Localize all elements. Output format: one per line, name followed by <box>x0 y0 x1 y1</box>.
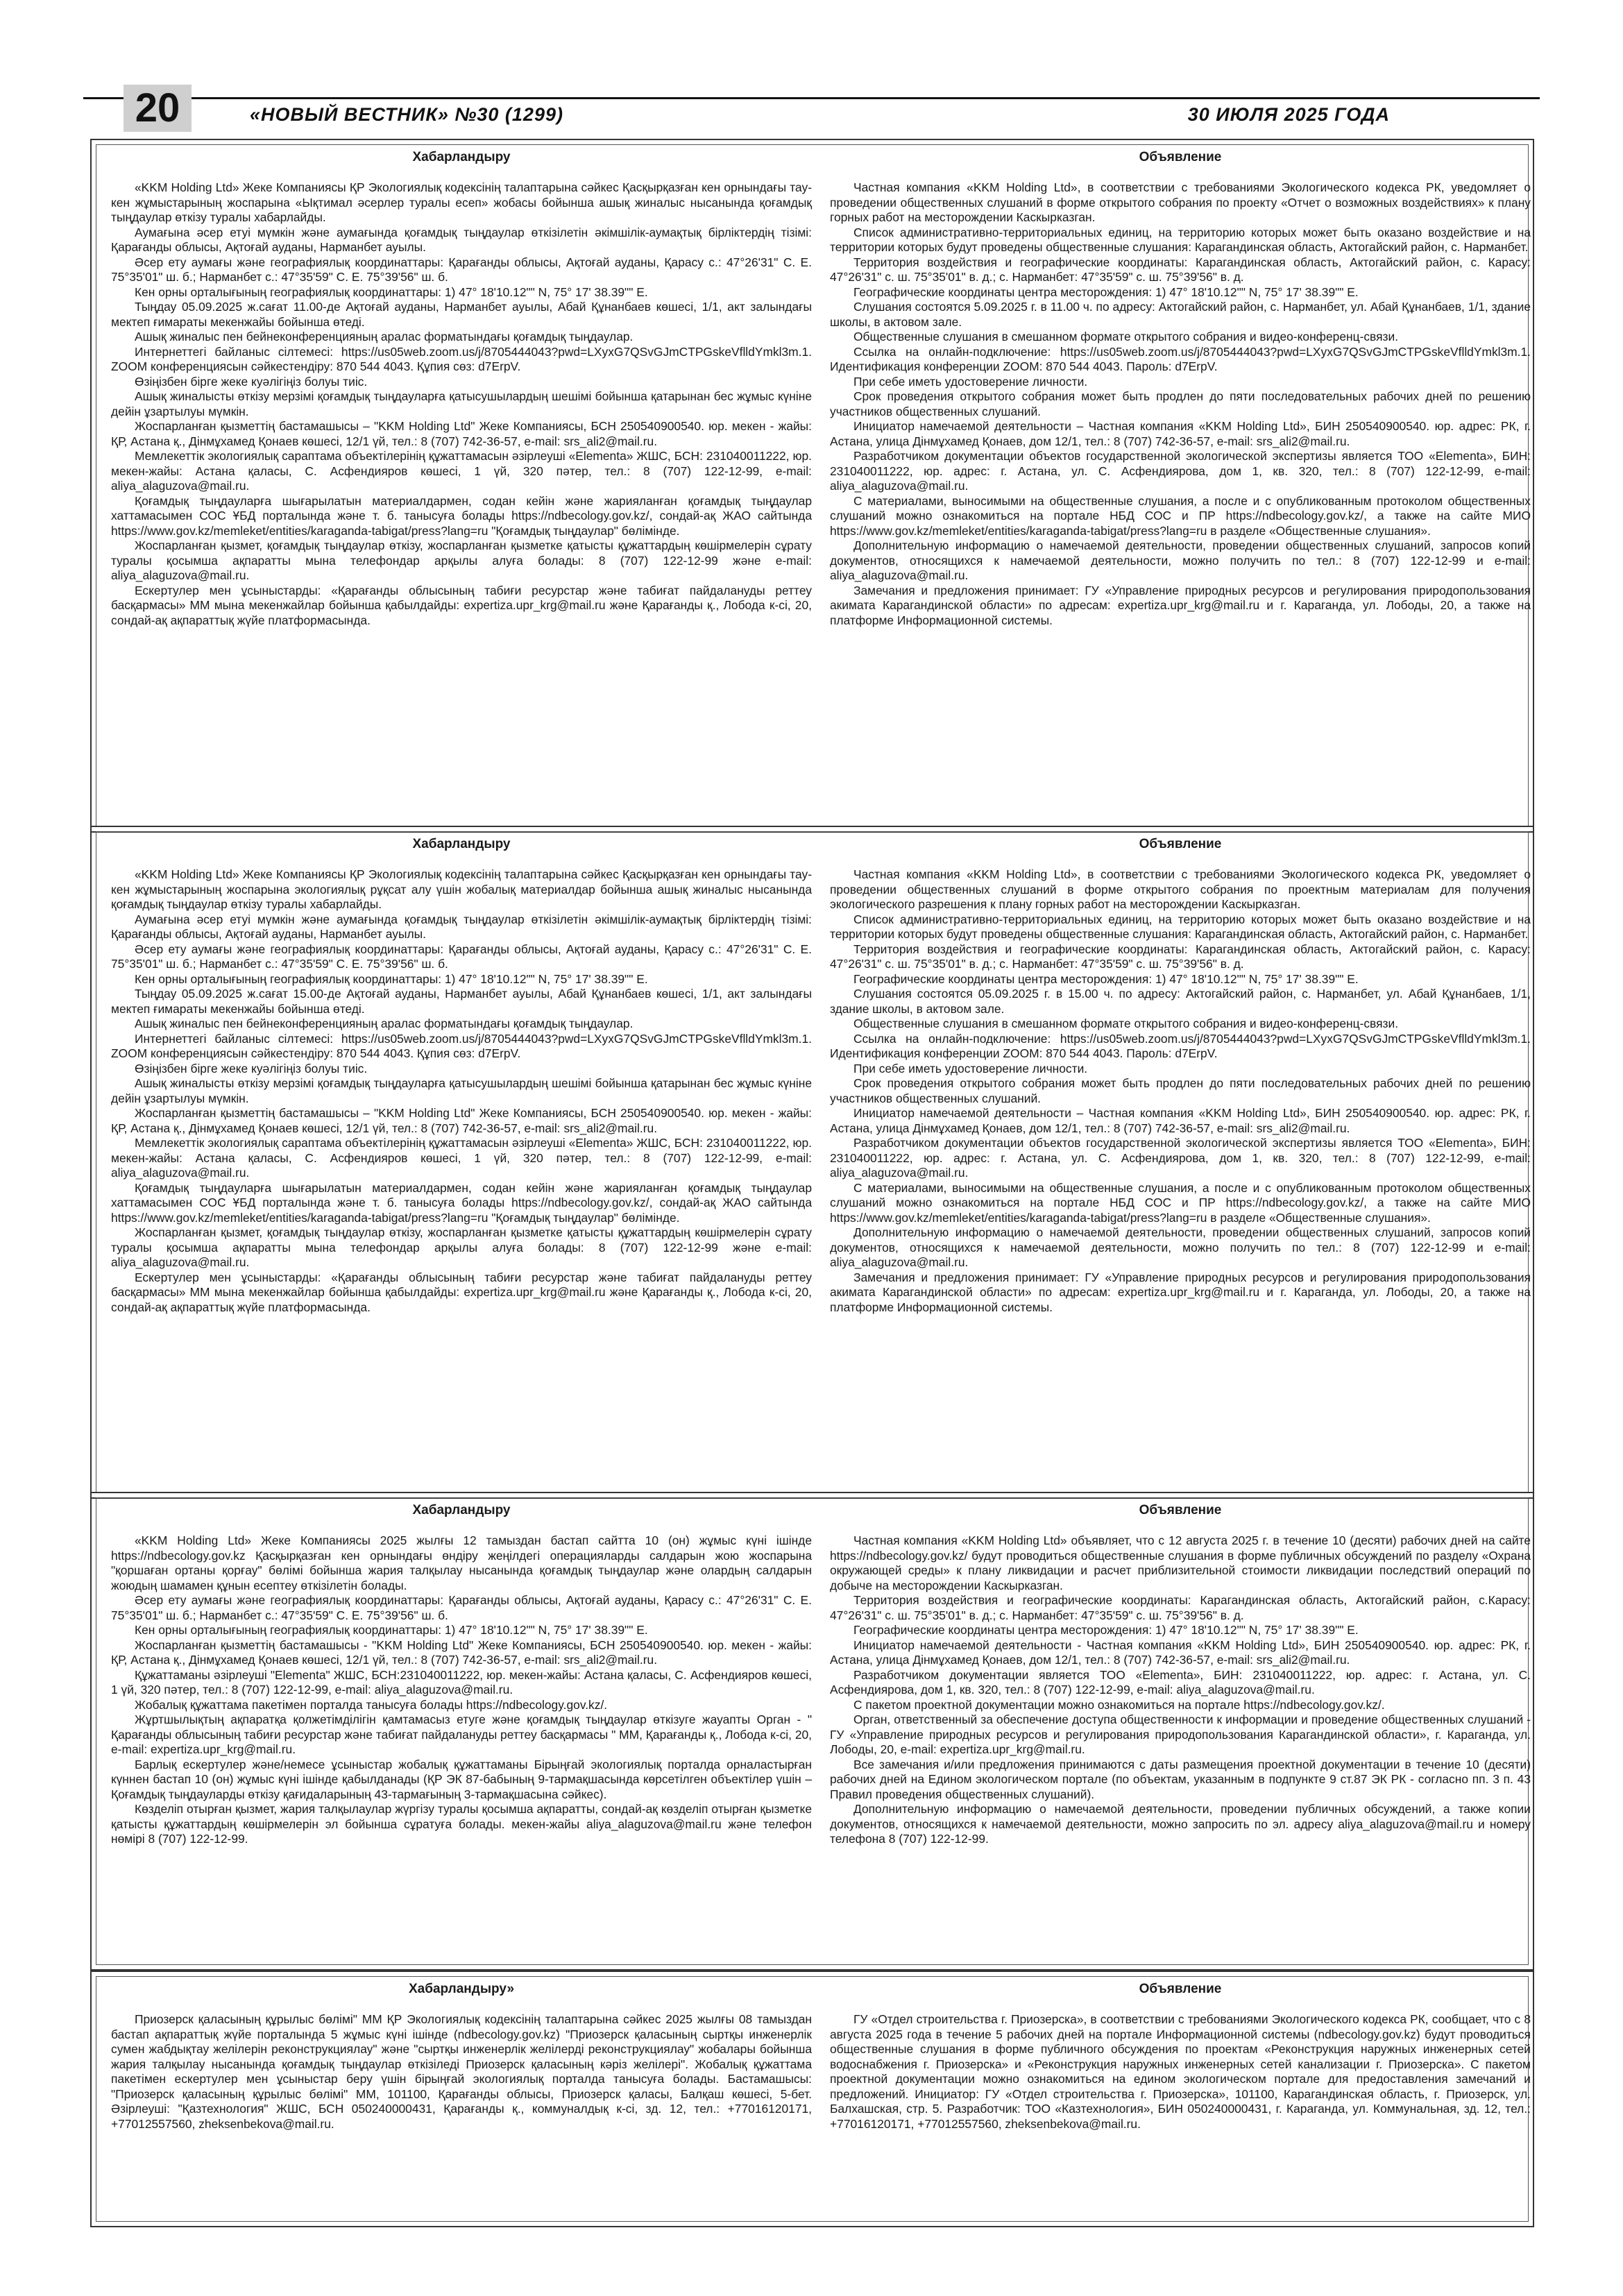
notice-paragraph: Географические координаты центра месторождения: 1) 47° 18'10.12"" N, 75° 17' 38.39"" E. <box>853 971 1359 986</box>
page-number: 20 <box>124 85 192 132</box>
notice-paragraph: Кен орны орталығының географиялық координаттары: 1) 47° 18'10.12"" N, 75° 17' 38.39"" E. <box>135 1623 648 1637</box>
notice-body <box>830 2012 1531 2132</box>
notice-paragraph: «KKM Holding Ltd» Жеке Компаниясы ҚР Экологиялық кодексінің талаптарына сәйкес Қасқырқазған кен орнындағы тау-кен жұмыстарының жоспарына экологиялық рұқсат алу үшін жобалық материалдар бойынша ашық жиналыс нысанында қоғамдық тыңдаулар өткізу туралы хабарлайды. <box>111 867 812 911</box>
notice-paragraph: Территория воздействия и географические координаты: Карагандинская область, Актогайский район, с.Карасу: 47°26'31" с. ш. 75°35'01" в. д.; с. Нарманбет: 47°35'59" с. ш. 75°39'56" в. д. <box>830 1593 1531 1622</box>
notice-body <box>111 180 812 628</box>
notice-body <box>111 2012 812 2132</box>
notice-paragraph: Ссылка на онлайн-подключение: https://us05web.zoom.us/j/8705444043?pwd=LXyxG7QSvGJmCTPGskeVflldYmkl3m.1. Идентификация конференции ZOOM: 870 544 4043. Пароль: d7ErpV. <box>830 1031 1531 1060</box>
notice-paragraph: Жоспарланған қызметтің бастамашысы – "KKM Holding Ltd" Жеке Компаниясы, БСН 250540900540. юр. мекен - жайы: ҚР, Астана қ., Дінмұхамед Қонаев көшесі, 12/1 үй, тел.: 8 (707) 742-36-57, e-mail: srs_ali2@mail.ru. <box>111 419 812 448</box>
notice-paragraph: Все замечания и/или предложения принимаются с даты размещения проектной документации в течение 10 (десяти) рабочих дней на Едином экологическом портале (по объектам, указанным в подпункте 9 ст.87 ЭК РК - согласно пп. 3 п. 43 Правил проведения общественных слушаний). <box>830 1757 1531 1801</box>
russian-column <box>830 150 1531 628</box>
notice-paragraph: Территория воздействия и географические координаты: Карагандинская область, Актогайский район, с. Карасу: 47°26'31" с. ш. 75°35'01" в. д.; с. Нарманбет: 47°35'59" с. ш. 75°39'56" в. д. <box>830 942 1531 971</box>
notice-paragraph: Замечания и предложения принимает: ГУ «Управление природных ресурсов и регулирования природопользования акимата Карагандинской области» по адресам: expertiza.upr_krg@mail.ru и г. Караганда, ул. Лободы, 20, а также на платформе Информационной системы. <box>830 1270 1531 1314</box>
notice-paragraph: Барлық ескертулер және/немесе ұсыныстар жобалық құжаттаманы Бірыңғай экологиялық порталда орналастырған күннен бастап 10 (он) жұмыс күні ішінде қабылданады (ҚР ЭК 87-бабының 9-тармақшасында көрсетілген объектілер үшін – Қоғамдық тыңдауларды өткізу қағидаларының 43-тармағының 3-тармақшасына сәйкес). <box>111 1757 812 1801</box>
notice-paragraph: Приозерск қаласының құрылыс бөлімі" ММ ҚР Экологиялық кодексінің талаптарына сәйкес 2025 жылғы 08 тамыздан бастап ақпараттық жүйе порталында 5 жұмыс күні ішінде (ndbecology.gov.kz) "Приозерск қаласының сыртқы инженерлік сумен жабдықтау желілерін реконструкциялау" және "сыртқы инженерлік желілерді реконструкциялау" жобалары бойынша жария талқылау нысанында қоғамдық тыңдаулар өткізіледі Приозерск қаласының кәріз желілері". Жобалық құжаттама пакетімен ескертулер мен ұсыныстар беру үшін бірыңғай экологиялық порталда танысуға болады. Бастамашысы: "Приозерск қаласының құрылыс бөлімі" ММ, 101100, Қарағанды облысы, Приозерск қаласы, Балқаш көшесі, 5-бет. Әзірлеуші: "Қазтехнология" ЖШС, БСН 050240000431, Қарағанды қ., коммуналдық к-сі, зд. 12, тел.: +77016120171, +77012557560, zheksenbekova@mail.ru. <box>111 2012 812 2131</box>
russian-column <box>830 1982 1531 2132</box>
notice-paragraph: Общественные слушания в смешанном формате открытого собрания и видео-конференц-связи. <box>853 330 1399 343</box>
issue-date: 30 ИЮЛЯ 2025 ГОДА <box>1187 104 1390 125</box>
notice-paragraph: Жоспарланған қызмет, қоғамдық тыңдаулар өткізу, жоспарланған қызметке қатысты құжаттардың көшірмелерін сұрату туралы қосымша ақпаратты мына телефондар арқылы алуға болады: 8 (707) 122-12-99 және e-mail: aliya_alaguzova@mail.ru. <box>111 538 812 582</box>
notice-block-2 <box>90 826 1534 1499</box>
notice-paragraph: Тыңдау 05.09.2025 ж.сағат 11.00-де Ақтоғай ауданы, Нарманбет ауылы, Абай Құнанбаев көшесі, 1/1, акт залындағы мектеп ғимараты мекенжайы бойынша өтеді. <box>111 300 812 329</box>
notice-paragraph: С материалами, выносимыми на общественные слушания, а после и с опубликованным протоколом общественных слушаний можно ознакомиться на портале НБД СОС и ПР https://ndbecology.gov.kz/, а также на сайте МИО https://www.gov.kz/memleket/entities/karaganda-tabigat/press?lang=ru в разделе «Общественные слушания». <box>830 1180 1531 1225</box>
notice-block-4 <box>90 1971 1534 2227</box>
notice-paragraph: Срок проведения открытого собрания может быть продлен до пяти последовательных рабочих дней по решению участников общественных слушаний. <box>830 389 1531 418</box>
kazakh-column <box>111 150 812 628</box>
notice-paragraph: Интернеттегі байланыс сілтемесі: https://us05web.zoom.us/j/8705444043?pwd=LXyxG7QSvGJmCTPGskeVflldYmkl3m.1. ZOOM конференциясын сәйкестендіру: 870 544 4043. Құпия сөз: d7ErpV. <box>111 1031 812 1060</box>
notice-body <box>111 1533 812 1847</box>
notice-block-3 <box>90 1492 1534 1971</box>
notice-paragraph: При себе иметь удостоверение личности. <box>853 1061 1088 1075</box>
kazakh-column <box>111 1503 812 1847</box>
notice-paragraph: Өзіңізбен бірге жеке куәлігіңіз болуы тиіс. <box>135 374 368 389</box>
notice-paragraph: Аумағына әсер етуі мүмкін және аумағында қоғамдық тыңдаулар өткізілетін әкімшілік-аумақтық бірліктердің тізімі: Қарағанды облысы, Ақтоғай ауданы, Нарманбет ауылы. <box>111 225 812 254</box>
notice-paragraph: Жоспарланған қызметтің бастамашысы - "KKM Holding Ltd" Жеке Компаниясы, БСН 250540900540. юр. мекен - жайы: ҚР, Астана қ., Дінмұхамед Қонаев көшесі, 12/1 үй, тел.: 8 (707) 742-36-57, e-mail: srs_ali2@mail.ru. <box>111 1638 812 1667</box>
notice-paragraph: Өзіңізбен бірге жеке куәлігіңіз болуы тиіс. <box>135 1061 368 1075</box>
notice-body <box>830 867 1531 1315</box>
kazakh-column <box>111 1982 812 2132</box>
russian-column <box>830 1503 1531 1847</box>
kazakh-column <box>111 837 812 1315</box>
notice-paragraph: Әсер ету аумағы және географиялық координаттары: Қарағанды облысы, Ақтоғай ауданы, Қарасу с.: 47°26'31" С. Е. 75°35'01" ш. б.; Нарманбет с.: 47°35'59" С. Е. 75°39'56" ш. б. <box>111 1593 812 1622</box>
notice-heading: Хабарландыру <box>412 150 511 164</box>
notice-paragraph: Қоғамдық тыңдауларға шығарылатын материалдармен, содан кейін және жарияланған қоғамдық тыңдаулар хаттамасымен СОС ҰБД порталында және т. б. танысуға болады https://ndbecology.gov.kz/, сондай-ақ ЖАО сайтында https://www.gov.kz/memleket/entities/karaganda-tabigat/press?lang=ru "Қоғамдық тыңдаулар" бөлімінде. <box>111 493 812 538</box>
notice-heading: Объявление <box>1139 837 1222 851</box>
notice-paragraph: Әсер ету аумағы және географиялық координаттары: Қарағанды облысы, Ақтоғай ауданы, Қарасу с.: 47°26'31" С. Е. 75°35'01" ш. б.; Нарманбет с.: 47°35'59" С. Е. 75°39'56" ш. б. <box>111 942 812 971</box>
notice-paragraph: Интернеттегі байланыс сілтемесі: https://us05web.zoom.us/j/8705444043?pwd=LXyxG7QSvGJmCTPGskeVflldYmkl3m.1. ZOOM конференциясын сәйкестендіру: 870 544 4043. Құпия сөз: d7ErpV. <box>111 344 812 373</box>
notice-paragraph: Инициатор намечаемой деятельности – Частная компания «KKM Holding Ltd», БИН 250540900540. юр. адрес: РК, г. Астана, улица Дінмұхамед Қонаев, дом 12/1, тел.: 8 (707) 742-36-57, e-mail: srs_ali2@mail.ru. <box>830 419 1531 448</box>
notice-heading: Объявление <box>1139 1503 1222 1517</box>
notice-paragraph: Список административно-территориальных единиц, на территорию которых может быть оказано воздействие и на территории которых будут проведены общественные слушания: Карагандинская область, Актогайский район, с. Нарманбет. <box>830 225 1531 254</box>
notice-paragraph: С пакетом проектной документации можно ознакомиться на портале https://ndbecology.gov.kz/. <box>853 1697 1385 1712</box>
notice-block-1 <box>90 139 1534 833</box>
notice-paragraph: Частная компания «KKM Holding Ltd», в соответствии с требованиями Экологического кодекса РК, уведомляет о проведении общественных слушаний в форме открытого собрания по проектным материалам для получения экологического разрешения к плану горных работ на месторождении Каскырказган. <box>830 867 1531 911</box>
notice-paragraph: Частная компания «KKM Holding Ltd» объявляет, что с 12 августа 2025 г. в течение 10 (десяти) рабочих дней на сайте https://ndbecology.gov.kz/ будут проводиться общественные слушания в форме публичных обсуждений по разделу «Охрана окружающей среды» к плану ликвидации и расчет приблизительной стоимости ликвидации последствий операций по добыче на месторождении Каскырказган. <box>830 1533 1531 1592</box>
notice-paragraph: Общественные слушания в смешанном формате открытого собрания и видео-конференц-связи. <box>853 1017 1399 1030</box>
notice-heading: Объявление <box>1139 150 1222 164</box>
notice-heading: Хабарландыру» <box>408 1982 515 1996</box>
notice-paragraph: ГУ «Отдел строительства г. Приозерска», в соответствии с требованиями Экологического кодекса РК, сообщает, что с 8 августа 2025 года в течение 5 рабочих дней на портале Информационной системы (ndbecology.gov.kz) будут проводиться общественные слушания в форме публичного обсуждения по проектам «Реконструкция наружных инженерных сетей водоснабжения г. Приозерска» и «Реконструкция наружных инженерных сетей канализации г. Приозерска». С пакетом проектной документации можно ознакомиться на едином экологическом портале для предоставления замечаний и предложений. Инициатор: ГУ «Отдел строительства г. Приозерска», 101100, Карагандинская область, г. Приозерск, ул. Балхашская, стр. 5. Разработчик: ТОО «Казтехнология», БИН 050240000431, г. Караганда, ул. Коммунальная, зд. 12, тел.: +77016120171, +77012557560, zheksenbekova@mail.ru. <box>830 2012 1531 2131</box>
notice-paragraph: Кен орны орталығының географиялық координаттары: 1) 47° 18'10.12"" N, 75° 17' 38.39"" E. <box>135 971 648 986</box>
notice-paragraph: Ескертулер мен ұсыныстарды: «Қарағанды облысының табиғи ресурстар және табиғат пайдалануды реттеу басқармасы» ММ мына мекенжайлар бойынша қабылдайды: expertiza.upr_krg@mail.ru және Қарағанды қ., Лобода к-сі, 20, сондай-ақ ақпараттық жүйе платформасында. <box>111 583 812 627</box>
notice-paragraph: Ашық жиналысты өткізу мерзімі қоғамдық тыңдауларға қатысушылардың шешімі бойынша қатарынан бес жұмыс күніне дейін ұзартылуы мүмкін. <box>111 1076 812 1105</box>
notice-paragraph: Мемлекеттік экологиялық сараптама объектілерінің құжаттамасын әзірлеуші «Elementa» ЖШС, БСН: 231040011222, юр. мекен-жайы: Астана қаласы, С. Асфендияров көшесі, 1 үй, 320 пәтер, тел.: 8 (707) 122-12-99, e-mail: aliya_alaguzova@mail.ru. <box>111 1136 812 1180</box>
notice-paragraph: Срок проведения открытого собрания может быть продлен до пяти последовательных рабочих дней по решению участников общественных слушаний. <box>830 1076 1531 1105</box>
notice-paragraph: Слушания состоятся 5.09.2025 г. в 11.00 ч. по адресу: Актогайский район, с. Нарманбет, ул. Абай Құнанбаев, 1/1, здание школы, в актовом зале. <box>830 300 1531 329</box>
notice-paragraph: Көзделіп отырған қызмет, жария талқылаулар жүргізу туралы қосымша ақпаратты, сондай-ақ көзделіп отырған қызметке қатысты құжаттардың көшірмелерін эл бойынша сұратуға болады. мекен-жайы aliya_alaguzova@mail.ru және телефон нөмірі 8 (707) 122-12-99. <box>111 1802 812 1846</box>
notice-paragraph: Список административно-территориальных единиц, на территорию которых может быть оказано воздействие и на территории которых будут проведены общественные слушания: Карагандинская область, Актогайский район, с. Нарманбет. <box>830 912 1531 941</box>
notice-paragraph: Ескертулер мен ұсыныстарды: «Қарағанды облысының табиғи ресурстар және табиғат пайдалануды реттеу басқармасы» ММ мына мекенжайлар бойынша қабылдайды: expertiza.upr_krg@mail.ru және Қарағанды қ., Лобода к-сі, 20, сондай-ақ ақпараттық жүйе платформасында. <box>111 1270 812 1314</box>
notice-paragraph: Ашық жиналысты өткізу мерзімі қоғамдық тыңдауларға қатысушылардың шешімі бойынша қатарынан бес жұмыс күніне дейін ұзартылуы мүмкін. <box>111 389 812 418</box>
notice-paragraph: Ашық жиналыс пен бейнеконференцияның аралас форматындағы қоғамдық тыңдаулар. <box>135 330 634 343</box>
notice-paragraph: Дополнительную информацию о намечаемой деятельности, проведении общественных слушаний, запросов копий документов, относящихся к намечаемой деятельности, можно получить по тел.: 8 (707) 122-12-99 и e-mail: aliya_alaguzova@mail.ru. <box>830 1225 1531 1269</box>
notice-paragraph: Дополнительную информацию о намечаемой деятельности, проведении публичных обсуждений, а также копии документов, относящихся к намечаемой деятельности, можно запросить по эл. адресу aliya_alaguzova@mail.ru и номеру телефона 8 (707) 122-12-99. <box>830 1802 1531 1846</box>
notice-paragraph: Разработчиком документации является ТОО «Elementa», БИН: 231040011222, юр. адрес: г. Астана, ул. С. Асфендиярова, дом 1, кв. 320, тел.: 8 (707) 122-12-99, e-mail: aliya_alaguzova@mail.ru. <box>830 1667 1531 1697</box>
notice-paragraph: Инициатор намечаемой деятельности - Частная компания «KKM Holding Ltd», БИН 250540900540. юр. адрес: РК, г. Астана, улица Дінмұхамед Қонаев, дом 12/1, тел.: 8 (707) 742-36-57, e-mail: srs_ali2@mail.ru. <box>830 1638 1531 1667</box>
notice-paragraph: Замечания и предложения принимает: ГУ «Управление природных ресурсов и регулирования природопользования акимата Карагандинской области» по адресам: expertiza.upr_krg@mail.ru и г. Караганда, ул. Лободы, 20, а также на платформе Информационной системы. <box>830 583 1531 627</box>
notice-paragraph: Географические координаты центра месторождения: 1) 47° 18'10.12"" N, 75° 17' 38.39"" E. <box>853 1623 1359 1637</box>
notice-paragraph: Жұртшылықтың ақпаратқа қолжетімділігін қамтамасыз етуге және қоғамдық тыңдаулар өткізуге жауапты Орган - " Қарағанды облысының табиғи ресурстар және табиғат пайдалануды реттеу басқармасы " ММ, Қарағанды қ., Лобода к-сі, 20, e-mail: expertiza.upr_krg@mail.ru. <box>111 1712 812 1756</box>
notice-paragraph: Тыңдау 05.09.2025 ж.сағат 15.00-де Ақтоғай ауданы, Нарманбет ауылы, Абай Құнанбаев көшесі, 1/1, акт залындағы мектеп ғимараты мекенжайы бойынша өтеді. <box>111 987 812 1016</box>
notice-paragraph: Географические координаты центра месторождения: 1) 47° 18'10.12"" N, 75° 17' 38.39"" E. <box>853 284 1359 299</box>
notice-paragraph: Мемлекеттік экологиялық сараптама объектілерінің құжаттамасын әзірлеуші «Elementa» ЖШС, БСН: 231040011222, юр. мекен-жайы: Астана қаласы, С. Асфендияров көшесі, 1 үй, 320 пәтер, тел.: 8 (707) 122-12-99, e-mail: aliya_alaguzova@mail.ru. <box>111 449 812 493</box>
notice-paragraph: При себе иметь удостоверение личности. <box>853 374 1088 389</box>
notice-paragraph: Қоғамдық тыңдауларға шығарылатын материалдармен, содан кейін және жарияланған қоғамдық тыңдаулар хаттамасымен СОС ҰБД порталында және т. б. танысуға болады https://ndbecology.gov.kz/, сондай-ақ ЖАО сайтында https://www.gov.kz/memleket/entities/karaganda-tabigat/press?lang=ru "Қоғамдық тыңдаулар" бөлімінде. <box>111 1180 812 1225</box>
notice-body <box>830 180 1531 628</box>
notice-paragraph: Жобалық құжаттама пакетімен порталда танысуға болады https://ndbecology.gov.kz/. <box>135 1697 608 1712</box>
notice-paragraph: «KKM Holding Ltd» Жеке Компаниясы 2025 жылғы 12 тамыздан бастап сайтта 10 (он) жұмыс күні ішінде https://ndbecology.gov.kz Қасқырқазған кен орнындағы өндіру жеңілдегі операцияларды салдарын жою жоспарына "қоршаған ортаны қорғау" бөлімі бойынша жария талқылау нысанында қоғамдық тыңдаулар және олардың салдарын жоюдың шамамен құнын есептеу өткізілетін болады. <box>111 1533 812 1592</box>
notice-paragraph: Разработчиком документации объектов государственной экологической экспертизы является ТОО «Elementa», БИН: 231040011222, юр. адрес: г. Астана, ул. С. Асфендиярова, дом 1, кв. 320, тел.: 8 (707) 122-12-99, e-mail: aliya_alaguzova@mail.ru. <box>830 1136 1531 1180</box>
russian-column <box>830 837 1531 1315</box>
notice-paragraph: Аумағына әсер етуі мүмкін және аумағында қоғамдық тыңдаулар өткізілетін әкімшілік-аумақтық бірліктердің тізімі: Қарағанды облысы, Ақтоғай ауданы, Нарманбет ауылы. <box>111 912 812 941</box>
notice-paragraph: Слушания состоятся 05.09.2025 г. в 15.00 ч. по адресу: Актогайский район, с. Нарманбет, ул. Абай Құнанбаев, 1/1, здание школы, в актовом зале. <box>830 987 1531 1016</box>
notice-paragraph: «KKM Holding Ltd» Жеке Компаниясы ҚР Экологиялық кодексінің талаптарына сәйкес Қасқырқазған кен орнындағы тау-кен жұмыстарының жоспарына «Ықтимал әсерлер туралы есеп» жобасы бойынша ашық жиналыс нысанында қоғамдық тыңдаулар өткізу туралы хабарлайды. <box>111 180 812 224</box>
notice-heading: Объявление <box>1139 1982 1222 1996</box>
notice-paragraph: Дополнительную информацию о намечаемой деятельности, проведении общественных слушаний, запросов копий документов, относящихся к намечаемой деятельности, можно получить по тел.: 8 (707) 122-12-99 и e-mail: aliya_alaguzova@mail.ru. <box>830 538 1531 582</box>
notice-paragraph: Инициатор намечаемой деятельности – Частная компания «KKM Holding Ltd», БИН 250540900540. юр. адрес: РК, г. Астана, улица Дінмұхамед Қонаев, дом 12/1, тел.: 8 (707) 742-36-57, e-mail: srs_ali2@mail.ru. <box>830 1106 1531 1135</box>
notice-paragraph: Частная компания «KKM Holding Ltd», в соответствии с требованиями Экологического кодекса РК, уведомляет о проведении общественных слушаний в форме открытого собрания по проекту «Отчет о возможных воздействиях» к плану горных работ на месторождении Каскырказган. <box>830 180 1531 224</box>
masthead-rule <box>83 97 1540 99</box>
notice-body <box>830 1533 1531 1847</box>
publication-title: «НОВЫЙ ВЕСТНИК» №30 (1299) <box>250 104 563 125</box>
notice-paragraph: Құжаттаманы әзірлеуші "Elementa" ЖШС, БСН:231040011222, юр. мекен-жайы: Астана қаласы, С. Асфендияров көшесі, 1 үй, 320 пәтер, тел.: 8 (707) 122-12-99, e-mail: aliya_alaguzova@mail.ru. <box>111 1667 812 1697</box>
notice-paragraph: Разработчиком документации объектов государственной экологической экспертизы является ТОО «Elementa», БИН: 231040011222, юр. адрес: г. Астана, ул. С. Асфендиярова, дом 1, кв. 320, тел.: 8 (707) 122-12-99, e-mail: aliya_alaguzova@mail.ru. <box>830 449 1531 493</box>
notice-paragraph: Кен орны орталығының географиялық координаттары: 1) 47° 18'10.12"" N, 75° 17' 38.39"" E. <box>135 284 648 299</box>
notice-paragraph: Әсер ету аумағы және географиялық координаттары: Қарағанды облысы, Ақтоғай ауданы, Қарасу с.: 47°26'31" С. Е. 75°35'01" ш. б.; Нарманбет с.: 47°35'59" С. Е. 75°39'56" ш. б. <box>111 255 812 284</box>
notice-heading: Хабарландыру <box>412 837 511 851</box>
notice-paragraph: С материалами, выносимыми на общественные слушания, а после и с опубликованным протоколом общественных слушаний можно ознакомиться на портале НБД СОС и ПР https://ndbecology.gov.kz/, а также на сайте МИО https://www.gov.kz/memleket/entities/karaganda-tabigat/press?lang=ru в разделе «Общественные слушания». <box>830 493 1531 538</box>
notice-body <box>111 867 812 1315</box>
notice-paragraph: Жоспарланған қызметтің бастамашысы – "KKM Holding Ltd" Жеке Компаниясы, БСН 250540900540. юр. мекен - жайы: ҚР, Астана қ., Дінмұхамед Қонаев көшесі, 12/1 үй, тел.: 8 (707) 742-36-57, e-mail: srs_ali2@mail.ru. <box>111 1106 812 1135</box>
notice-paragraph: Территория воздействия и географические координаты: Карагандинская область, Актогайский район, с. Карасу: 47°26'31" с. ш. 75°35'01" в. д.; с. Нарманбет: 47°35'59" с. ш. 75°39'56" в. д. <box>830 255 1531 284</box>
notice-paragraph: Жоспарланған қызмет, қоғамдық тыңдаулар өткізу, жоспарланған қызметке қатысты құжаттардың көшірмелерін сұрату туралы қосымша ақпаратты мына телефондар арқылы алуға болады: 8 (707) 122-12-99 және e-mail: aliya_alaguzova@mail.ru. <box>111 1225 812 1269</box>
notice-paragraph: Ссылка на онлайн-подключение: https://us05web.zoom.us/j/8705444043?pwd=LXyxG7QSvGJmCTPGskeVflldYmkl3m.1. Идентификация конференции ZOOM: 870 544 4043. Пароль: d7ErpV. <box>830 344 1531 373</box>
notice-paragraph: Орган, ответственный за обеспечение доступа общественности к информации и проведение общественных слушаний - ГУ «Управление природных ресурсов и регулирования природопользования Карагандинской области», г. Караганда, ул. Лободы, 20, e-mail: expertiza.upr_krg@mail.ru. <box>830 1712 1531 1756</box>
notice-heading: Хабарландыру <box>412 1503 511 1517</box>
notice-paragraph: Ашық жиналыс пен бейнеконференцияның аралас форматындағы қоғамдық тыңдаулар. <box>135 1017 634 1030</box>
